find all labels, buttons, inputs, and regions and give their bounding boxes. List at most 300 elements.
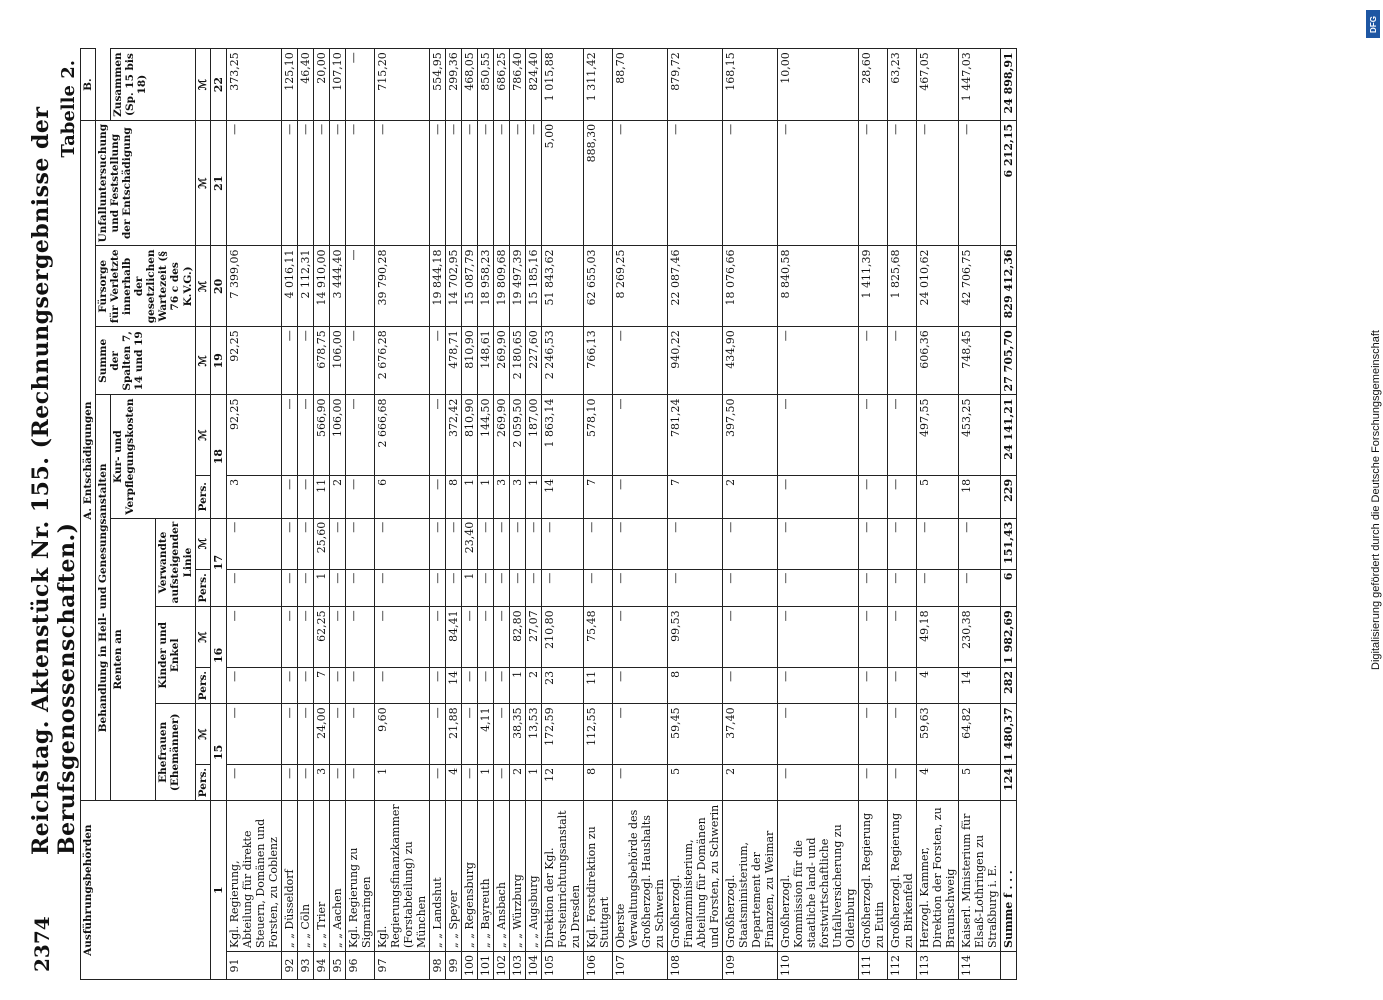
value-cell: — bbox=[445, 518, 461, 569]
value-cell: — bbox=[226, 120, 281, 246]
value-cell: — bbox=[281, 395, 297, 475]
value-cell: 112,55 bbox=[583, 704, 612, 765]
value-cell: 1 311,42 bbox=[583, 49, 612, 121]
row-number: 91 bbox=[226, 952, 281, 980]
value-cell: — bbox=[583, 569, 612, 607]
value-cell: — bbox=[329, 518, 345, 569]
value-cell: — bbox=[667, 569, 722, 607]
value-cell: — bbox=[345, 475, 374, 518]
value-cell: — bbox=[916, 518, 958, 569]
value-cell: 8 840,58 bbox=[777, 246, 858, 327]
table-row bbox=[477, 49, 493, 980]
value-cell: — bbox=[297, 704, 313, 765]
unit-mark: ℳ bbox=[195, 327, 210, 395]
value-cell: 3 bbox=[509, 475, 525, 518]
value-cell: — bbox=[858, 518, 887, 569]
col-number: 1 bbox=[210, 801, 226, 980]
value-cell: 42 706,75 bbox=[958, 246, 1000, 327]
value-cell: 18 076,66 bbox=[722, 246, 777, 327]
row-number: 92 bbox=[281, 952, 297, 980]
table-row bbox=[461, 49, 477, 980]
header-behandlung: Behandlung in Heil- und Genesungsanstalten bbox=[96, 395, 111, 801]
table-label: Tabelle 2. bbox=[58, 60, 79, 158]
value-cell: — bbox=[297, 764, 313, 800]
value-cell: — bbox=[374, 120, 429, 246]
row-number: 95 bbox=[329, 952, 345, 980]
value-cell: — bbox=[493, 704, 509, 765]
value-cell: 10,00 bbox=[777, 49, 858, 121]
authority-name: Oberste Verwaltungsbehörde des Großherzogl. Haushalts zu Schwerin bbox=[612, 801, 667, 952]
header-kinder: Kinder und Enkel bbox=[156, 607, 195, 704]
value-cell: — bbox=[525, 518, 541, 569]
value-cell: — bbox=[297, 667, 313, 703]
value-cell: 92,25 bbox=[226, 327, 281, 395]
authority-name: „ „ Aachen bbox=[329, 801, 345, 952]
authority-name: Großherzogl. Kommission für die staatliche land- und forstwirtschaftliche Unfallversicherung zu Oldenburg bbox=[777, 801, 858, 952]
value-cell: — bbox=[958, 569, 1000, 607]
unit-mark: ℳ bbox=[195, 49, 210, 121]
unit-pers: Pers. bbox=[195, 475, 210, 518]
digitization-note bbox=[1368, 0, 1383, 1000]
value-cell: — bbox=[858, 475, 887, 518]
value-cell: 8 bbox=[445, 475, 461, 518]
row-number: 104 bbox=[525, 952, 541, 980]
authority-name: „ „ Bayreuth bbox=[477, 801, 493, 952]
value-cell: 686,25 bbox=[493, 49, 509, 121]
sum-cell: 124 bbox=[1000, 764, 1016, 800]
header-zus: Zusammen (Sp. 15 bis 18) bbox=[111, 49, 195, 121]
value-cell: — bbox=[777, 704, 858, 765]
value-cell: 940,22 bbox=[667, 327, 722, 395]
value-cell: 106,00 bbox=[329, 327, 345, 395]
row-number: 111 bbox=[858, 952, 887, 980]
col-number: 22 bbox=[210, 49, 226, 121]
value-cell: — bbox=[429, 395, 445, 475]
value-cell: 88,70 bbox=[612, 49, 667, 121]
value-cell: — bbox=[374, 607, 429, 668]
value-cell: — bbox=[461, 120, 477, 246]
value-cell: 2 bbox=[722, 475, 777, 518]
value-cell: — bbox=[493, 764, 509, 800]
value-cell: 19 497,39 bbox=[509, 246, 525, 327]
value-cell: 4,11 bbox=[477, 704, 493, 765]
sum-cell: 1 982,69 bbox=[1000, 607, 1016, 668]
table-row bbox=[281, 49, 297, 980]
table-row bbox=[226, 49, 281, 980]
value-cell: 1 bbox=[509, 667, 525, 703]
value-cell: — bbox=[722, 120, 777, 246]
value-cell: — bbox=[777, 667, 858, 703]
value-cell: — bbox=[461, 667, 477, 703]
value-cell: 38,35 bbox=[509, 704, 525, 765]
value-cell: — bbox=[887, 395, 916, 475]
value-cell: 15 087,79 bbox=[461, 246, 477, 327]
value-cell: — bbox=[329, 667, 345, 703]
value-cell: — bbox=[226, 607, 281, 668]
value-cell: 46,40 bbox=[297, 49, 313, 121]
value-cell: 1 863,14 bbox=[541, 395, 583, 475]
authority-name: Großherzogl. Staatsministerium, Departement der Finanzen, zu Weimar bbox=[722, 801, 777, 952]
value-cell: — bbox=[281, 607, 297, 668]
authority-name: „ „ Trier bbox=[313, 801, 329, 952]
value-cell: — bbox=[777, 607, 858, 668]
value-cell: 5 bbox=[958, 764, 1000, 800]
table-row bbox=[297, 49, 313, 980]
value-cell: — bbox=[722, 667, 777, 703]
value-cell: — bbox=[493, 667, 509, 703]
value-cell: — bbox=[281, 704, 297, 765]
row-number: 105 bbox=[541, 952, 583, 980]
page-title: Reichstag. Aktenstück Nr. 155. (Rechnungsergebnisse der Berufsgenossenschaften.) bbox=[28, 106, 80, 855]
value-cell: — bbox=[461, 764, 477, 800]
value-cell: 25,60 bbox=[313, 518, 329, 569]
value-cell: 4 bbox=[916, 764, 958, 800]
value-cell: — bbox=[777, 120, 858, 246]
value-cell: — bbox=[297, 120, 313, 246]
value-cell: — bbox=[374, 569, 429, 607]
sum-label: Summe f . . . bbox=[1000, 801, 1016, 952]
value-cell: 1 411,39 bbox=[858, 246, 887, 327]
table-body bbox=[226, 49, 1000, 980]
value-cell: 1 bbox=[313, 569, 329, 607]
value-cell: 810,90 bbox=[461, 327, 477, 395]
value-cell: 37,40 bbox=[722, 704, 777, 765]
value-cell: 888,30 bbox=[583, 120, 612, 246]
value-cell: — bbox=[777, 764, 858, 800]
table-row bbox=[612, 49, 667, 980]
row-number: 100 bbox=[461, 952, 477, 980]
value-cell: 453,25 bbox=[958, 395, 1000, 475]
value-cell: — bbox=[429, 704, 445, 765]
value-cell: 566,90 bbox=[313, 395, 329, 475]
value-cell: 7 bbox=[313, 667, 329, 703]
value-cell: 59,45 bbox=[667, 704, 722, 765]
value-cell: — bbox=[429, 518, 445, 569]
value-cell: — bbox=[887, 704, 916, 765]
value-cell: 2 bbox=[329, 475, 345, 518]
value-cell: — bbox=[887, 327, 916, 395]
value-cell: — bbox=[612, 764, 667, 800]
table-row bbox=[374, 49, 429, 980]
value-cell: — bbox=[281, 327, 297, 395]
value-cell: 11 bbox=[313, 475, 329, 518]
table-row bbox=[525, 49, 541, 980]
value-cell: — bbox=[509, 569, 525, 607]
table-row bbox=[858, 49, 887, 980]
value-cell: 23 bbox=[541, 667, 583, 703]
value-cell: 107,10 bbox=[329, 49, 345, 121]
value-cell: 23,40 bbox=[461, 518, 477, 569]
value-cell: 1 bbox=[525, 764, 541, 800]
value-cell: 578,10 bbox=[583, 395, 612, 475]
value-cell: — bbox=[297, 518, 313, 569]
value-cell: — bbox=[345, 764, 374, 800]
value-cell: — bbox=[345, 704, 374, 765]
value-cell: 810,90 bbox=[461, 395, 477, 475]
value-cell: — bbox=[281, 518, 297, 569]
row-number: 112 bbox=[887, 952, 916, 980]
row-number: 109 bbox=[722, 952, 777, 980]
unit-pers: Pers. bbox=[195, 569, 210, 607]
digitization-note-text: Digitalisierung gefördert durch die Deutsche Forschungsgemeinschaft bbox=[1369, 330, 1382, 670]
value-cell: 748,45 bbox=[958, 327, 1000, 395]
table-row bbox=[722, 49, 777, 980]
value-cell: 850,55 bbox=[477, 49, 493, 121]
value-cell: — bbox=[345, 667, 374, 703]
table-row bbox=[541, 49, 583, 980]
value-cell: 14 bbox=[445, 667, 461, 703]
col-number: 15 bbox=[210, 704, 226, 801]
value-cell: 497,55 bbox=[916, 395, 958, 475]
value-cell: 172,59 bbox=[541, 704, 583, 765]
value-cell: 606,36 bbox=[916, 327, 958, 395]
value-cell: — bbox=[612, 120, 667, 246]
value-cell: — bbox=[667, 518, 722, 569]
value-cell: 3 bbox=[226, 475, 281, 518]
value-cell: 478,71 bbox=[445, 327, 461, 395]
unit-pers: Pers. bbox=[195, 667, 210, 703]
value-cell: — bbox=[461, 704, 477, 765]
value-cell: — bbox=[429, 607, 445, 668]
sum-cell: 282 bbox=[1000, 667, 1016, 703]
value-cell: 1 bbox=[477, 475, 493, 518]
value-cell: — bbox=[493, 518, 509, 569]
value-cell: — bbox=[226, 704, 281, 765]
value-cell: — bbox=[722, 518, 777, 569]
value-cell: 554,95 bbox=[429, 49, 445, 121]
value-cell: — bbox=[667, 120, 722, 246]
column-number-row bbox=[210, 49, 226, 980]
table-row bbox=[958, 49, 1000, 980]
value-cell: — bbox=[858, 395, 887, 475]
row-number: 94 bbox=[313, 952, 329, 980]
value-cell: 14 702,95 bbox=[445, 246, 461, 327]
sum-cell: 27 705,70 bbox=[1000, 327, 1016, 395]
table-row bbox=[509, 49, 525, 980]
value-cell: 24,00 bbox=[313, 704, 329, 765]
value-cell: 2 bbox=[509, 764, 525, 800]
value-cell: 678,75 bbox=[313, 327, 329, 395]
value-cell: 397,50 bbox=[722, 395, 777, 475]
table-row bbox=[887, 49, 916, 980]
value-cell: 5 bbox=[667, 764, 722, 800]
value-cell: 1 bbox=[525, 475, 541, 518]
value-cell: — bbox=[345, 395, 374, 475]
value-cell: — bbox=[345, 518, 374, 569]
header-ehefrauen: Ehefrauen (Ehemänner) bbox=[156, 704, 195, 801]
value-cell: — bbox=[374, 667, 429, 703]
row-number: 101 bbox=[477, 952, 493, 980]
table-row bbox=[445, 49, 461, 980]
authority-name: Kgl. Regierungsfinanzkammer (Forstabteilung) zu München bbox=[374, 801, 429, 952]
value-cell: 269,90 bbox=[493, 327, 509, 395]
value-cell: 63,23 bbox=[887, 49, 916, 121]
value-cell: — bbox=[612, 395, 667, 475]
value-cell: 15 185,16 bbox=[525, 246, 541, 327]
value-cell: 5,00 bbox=[541, 120, 583, 246]
value-cell: 3 bbox=[313, 764, 329, 800]
sum-cell: 229 bbox=[1000, 475, 1016, 518]
unit-mark: ℳ bbox=[195, 518, 210, 569]
value-cell: — bbox=[345, 327, 374, 395]
table-row bbox=[345, 49, 374, 980]
value-cell: — bbox=[777, 475, 858, 518]
sum-row bbox=[1000, 49, 1016, 980]
value-cell: — bbox=[329, 120, 345, 246]
sum-cell: 6 212,15 bbox=[1000, 120, 1016, 246]
value-cell: 11 bbox=[583, 667, 612, 703]
sum-cell: 24 141,21 bbox=[1000, 395, 1016, 475]
header-a: A. Entschädigungen bbox=[81, 120, 96, 800]
authority-name: Kgl. Regierung, Abteilung für direkte Steuern, Domänen und Forsten, zu Coblenz bbox=[226, 801, 281, 952]
value-cell: 28,60 bbox=[858, 49, 887, 121]
value-cell: 125,10 bbox=[281, 49, 297, 121]
value-cell: 879,72 bbox=[667, 49, 722, 121]
value-cell: 12 bbox=[541, 764, 583, 800]
header-b-text: Unfalluntersuchung und Feststellung der Entschädigung bbox=[96, 120, 196, 246]
value-cell: 62,25 bbox=[313, 607, 329, 668]
value-cell: 7 bbox=[583, 475, 612, 518]
value-cell: — bbox=[345, 607, 374, 668]
value-cell: 19 809,68 bbox=[493, 246, 509, 327]
value-cell: 1 015,88 bbox=[541, 49, 583, 121]
row-number: 97 bbox=[374, 952, 429, 980]
authority-name: „ „ Düsseldorf bbox=[281, 801, 297, 952]
value-cell: — bbox=[477, 569, 493, 607]
authority-name: „ „ Augsburg bbox=[525, 801, 541, 952]
value-cell: 5 bbox=[916, 475, 958, 518]
value-cell: 2 676,28 bbox=[374, 327, 429, 395]
value-cell: — bbox=[329, 607, 345, 668]
value-cell: 49,18 bbox=[916, 607, 958, 668]
value-cell: 7 399,06 bbox=[226, 246, 281, 327]
value-cell: 168,15 bbox=[722, 49, 777, 121]
value-cell: 144,50 bbox=[477, 395, 493, 475]
value-cell: — bbox=[887, 120, 916, 246]
value-cell: — bbox=[858, 120, 887, 246]
value-cell: 13,53 bbox=[525, 704, 541, 765]
value-cell: — bbox=[509, 120, 525, 246]
value-cell: — bbox=[525, 569, 541, 607]
unit-mark: ℳ bbox=[195, 395, 210, 475]
row-number: 113 bbox=[916, 952, 958, 980]
unit-mark: ℳ bbox=[195, 246, 210, 327]
value-cell: — bbox=[858, 569, 887, 607]
value-cell: — bbox=[858, 607, 887, 668]
value-cell: 148,61 bbox=[477, 327, 493, 395]
value-cell: — bbox=[226, 764, 281, 800]
value-cell: 1 825,68 bbox=[887, 246, 916, 327]
value-cell: 227,60 bbox=[525, 327, 541, 395]
authority-name: „ „ Würzburg bbox=[509, 801, 525, 952]
value-cell: — bbox=[777, 395, 858, 475]
value-cell: — bbox=[541, 518, 583, 569]
value-cell: 9,60 bbox=[374, 704, 429, 765]
value-cell: — bbox=[493, 120, 509, 246]
value-cell: — bbox=[329, 569, 345, 607]
value-cell: — bbox=[281, 667, 297, 703]
table-row bbox=[667, 49, 722, 980]
value-cell: — bbox=[958, 120, 1000, 246]
value-cell: 8 bbox=[583, 764, 612, 800]
page-number: 2374 bbox=[30, 916, 54, 972]
value-cell: — bbox=[525, 120, 541, 246]
value-cell: — bbox=[612, 704, 667, 765]
authority-name: Großherzogl. Regierung zu Eutin bbox=[858, 801, 887, 952]
value-cell: — bbox=[313, 120, 329, 246]
value-cell: 373,25 bbox=[226, 49, 281, 121]
value-cell: 1 bbox=[461, 569, 477, 607]
value-cell: 4 016,11 bbox=[281, 246, 297, 327]
value-cell: 4 bbox=[916, 667, 958, 703]
table-row bbox=[313, 49, 329, 980]
col-number: 19 bbox=[210, 327, 226, 395]
value-cell: — bbox=[858, 704, 887, 765]
value-cell: 7 bbox=[667, 475, 722, 518]
authority-name: Kaiserl. Ministerium für Elsaß-Lothringen zu Straßburg i. E. bbox=[958, 801, 1000, 952]
unit-pers: Pers. bbox=[195, 764, 210, 800]
value-cell: — bbox=[329, 764, 345, 800]
value-cell: 468,05 bbox=[461, 49, 477, 121]
value-cell: 2 666,68 bbox=[374, 395, 429, 475]
value-cell: 4 bbox=[445, 764, 461, 800]
authority-name: Großherzogl. Finanzministerium, Abteilung für Domänen und Forsten, zu Schwerin bbox=[667, 801, 722, 952]
value-cell: 24 010,62 bbox=[916, 246, 958, 327]
value-cell: — bbox=[477, 607, 493, 668]
value-cell: 230,38 bbox=[958, 607, 1000, 668]
value-cell: — bbox=[777, 569, 858, 607]
value-cell: 14 bbox=[541, 475, 583, 518]
row-number: 108 bbox=[667, 952, 722, 980]
value-cell: 2 180,65 bbox=[509, 327, 525, 395]
header-fursorge: Fürsorge für Verletzte innerhalb der gesetzlichen Wartezeit (§ 76 c des K.V.G.) bbox=[96, 246, 196, 327]
value-cell: — bbox=[226, 667, 281, 703]
value-cell: — bbox=[345, 120, 374, 246]
value-cell: 82,80 bbox=[509, 607, 525, 668]
value-cell: 19 844,18 bbox=[429, 246, 445, 327]
unit-mark: ℳ bbox=[195, 704, 210, 765]
row-number: 102 bbox=[493, 952, 509, 980]
page-header bbox=[20, 50, 80, 980]
authority-name: „ „ Speyer bbox=[445, 801, 461, 952]
value-cell: — bbox=[612, 475, 667, 518]
value-cell: — bbox=[297, 607, 313, 668]
value-cell: 75,48 bbox=[583, 607, 612, 668]
value-cell: 92,25 bbox=[226, 395, 281, 475]
value-cell: 20,00 bbox=[313, 49, 329, 121]
value-cell: — bbox=[612, 327, 667, 395]
value-cell: 2 bbox=[722, 764, 777, 800]
value-cell: 299,36 bbox=[445, 49, 461, 121]
value-cell: — bbox=[429, 667, 445, 703]
value-cell: — bbox=[429, 569, 445, 607]
value-cell: — bbox=[777, 327, 858, 395]
value-cell: — bbox=[281, 764, 297, 800]
value-cell: — bbox=[297, 475, 313, 518]
value-cell: 18 bbox=[958, 475, 1000, 518]
value-cell: — bbox=[887, 764, 916, 800]
value-cell: — bbox=[612, 518, 667, 569]
value-cell: — bbox=[887, 607, 916, 668]
value-cell: — bbox=[345, 49, 374, 121]
value-cell: 434,90 bbox=[722, 327, 777, 395]
value-cell: — bbox=[541, 569, 583, 607]
value-cell: 84,41 bbox=[445, 607, 461, 668]
value-cell: 824,40 bbox=[525, 49, 541, 121]
header-renten: Renten an bbox=[111, 518, 156, 801]
value-cell: — bbox=[477, 518, 493, 569]
value-cell: — bbox=[461, 607, 477, 668]
